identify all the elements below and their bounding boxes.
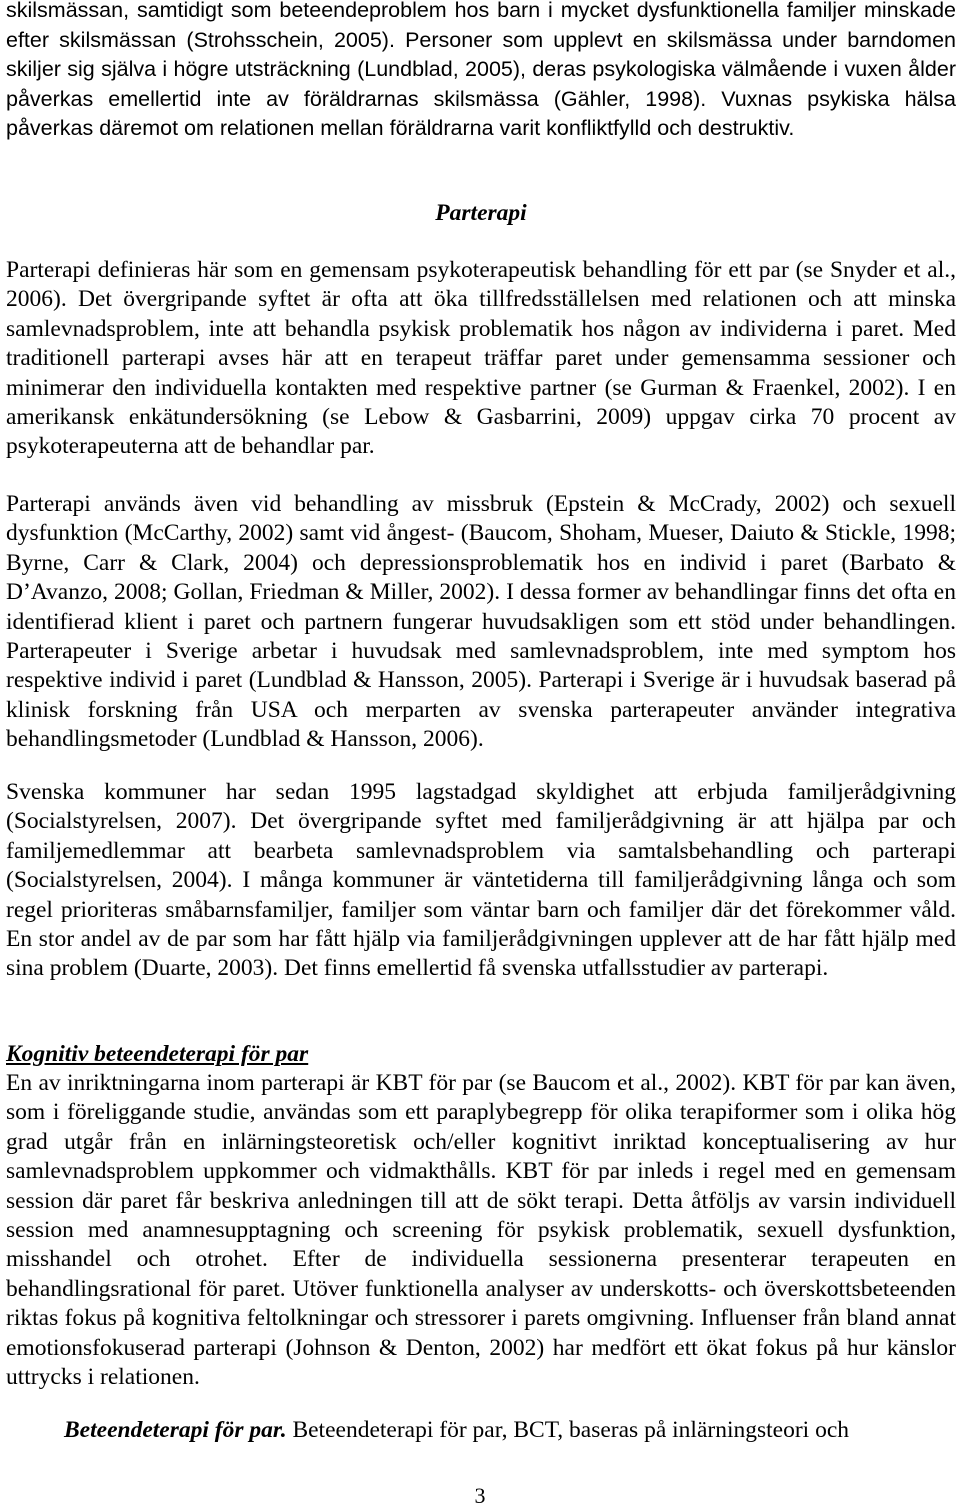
subheading-bct: Beteendeterapi för par. [64,1417,287,1443]
paragraph-6-text: Beteendeterapi för par, BCT, baseras på inlärningsteori och [286,1417,849,1443]
paragraph-1: skilsmässan, samtidigt som beteendeproblem hos barn i mycket dysfunktionella familjer minskade efter skilsmässan (Strohsschein, 2005). Personer som upplevt en skilsmässa under barndomen skiljer sig själva i högre utsträckning (Lundblad, 2005), deras psykologiska välmående i vuxen ålder påverkas emellertid inte av föräldrarnas skilsmässa (Gähler, 1998). Vuxnas psykiska hälsa påverkas däremot om relationen mellan föräldrarna varit konfliktfylld och destruktiv. [6,0,956,141]
paragraph-2: Parterapi definieras här som en gemensam psykoterapeutisk behandling för ett par (se Snyder et al., 2006). Det övergripande syftet är ofta att öka tillfredsställelsen med relationen och att minska samlevnadsproblem, inte att behandla psykisk problematik hos någon av individerna i paret. Med traditionell parterapi avses här att en terapeut träffar paret under gemensamma sessioner och minimerar den individuella kontakten med respektive partner (se Gurman & Fraenkel, 2002). I en amerikansk enkätundersökning (se Lebow & Gasbarrini, 2009) uppgav cirka 70 procent av psykoterapeuterna att de behandlar par. [6,257,956,460]
paragraph-4: Svenska kommuner har sedan 1995 lagstadgad skyldighet att erbjuda familjerådgivning (Socialstyrelsen, 2007). Det övergripande syftet med familjerådgivning är att hjälpa par och familjemedlemmar att bearbeta samlevnadsproblem via samtalsbehandling och parterapi (Socialstyrelsen, 2004). I många kommuner är väntetiderna till familjerådgivning långa och som regel prioriteras småbarnsfamiljer, familjer som väntar barn och familjer där det förekommer våld. En stor andel av de par som har fått hjälp via familjerådgivningen upplever att de har fått hjälp med sina problem (Duarte, 2003). Det finns emellertid få svenska utfallsstudier av parterapi. [6,779,956,982]
paragraph-3: Parterapi används även vid behandling av missbruk (Epstein & McCrady, 2002) och sexuell dysfunktion (McCarthy, 2002) samt vid ångest- (Baucom, Shoham, Mueser, Daiuto & Stickle, 1998; Byrne, Carr & Clark, 2004) och depressionsproblematik hos en individ i paret (Barbato & D’Avanzo, 2008; Gollan, Friedman & Miller, 2002). I dessa former av behandlingar finns det ofta en identifierad klient i paret och partnern fungerar huvudsakligen som ett stöd under behandlingen. Parterapeuter i Sverige arbetar i huvudsak med samlevnadsproblem, inte med symptom hos respektive individ i paret (Lundblad & Hansson, 2005). Parterapi i Sverige är i huvudsak baserad på klinisk forskning från USA och merparten av svenska parterapeuter använder integrativa behandlingsmetoder (Lundblad & Hansson, 2006). [6,491,956,753]
paragraph-5: En av inriktningarna inom parterapi är KBT för par (se Baucom et al., 2002). KBT för par kan även, som i föreliggande studie, användas som ett paraplybegrepp för olika terapiformer som i olika hög grad utgår från en inlärningsteoretisk och/eller kognitivt inriktad konceptualisering av hur samlevnadsproblem uppkommer och vidmakthålls. KBT för par inleds i regel med en gemensam session där paret får beskriva anledningen till att de sökt terapi. Detta åtföljs av varsin individuell session med anamnesupptagning och screening för psykisk problematik, sexuell dysfunktion, misshandel och otrohet. Efter de individuella sessionerna presenterar terapeuten en behandlingsrational för paret. Utöver funktionella analyser av underskotts- och överskottsbeteenden riktas fokus på kognitiva feltolkningar och stressorer i parets omgivning. Influenser från bland annat emotionsfokuserad parterapi (Johnson & Denton, 2002) har medfört ett ökat fokus på hur känslor uttrycks i relationen. [6,1070,956,1391]
section-heading-parterapi: Parterapi [435,200,527,226]
page-number: 3 [474,1483,486,1508]
paragraph-6 [6,1416,956,1445]
section-heading-kbt: Kognitiv beteendeterapi för par [6,1041,309,1067]
